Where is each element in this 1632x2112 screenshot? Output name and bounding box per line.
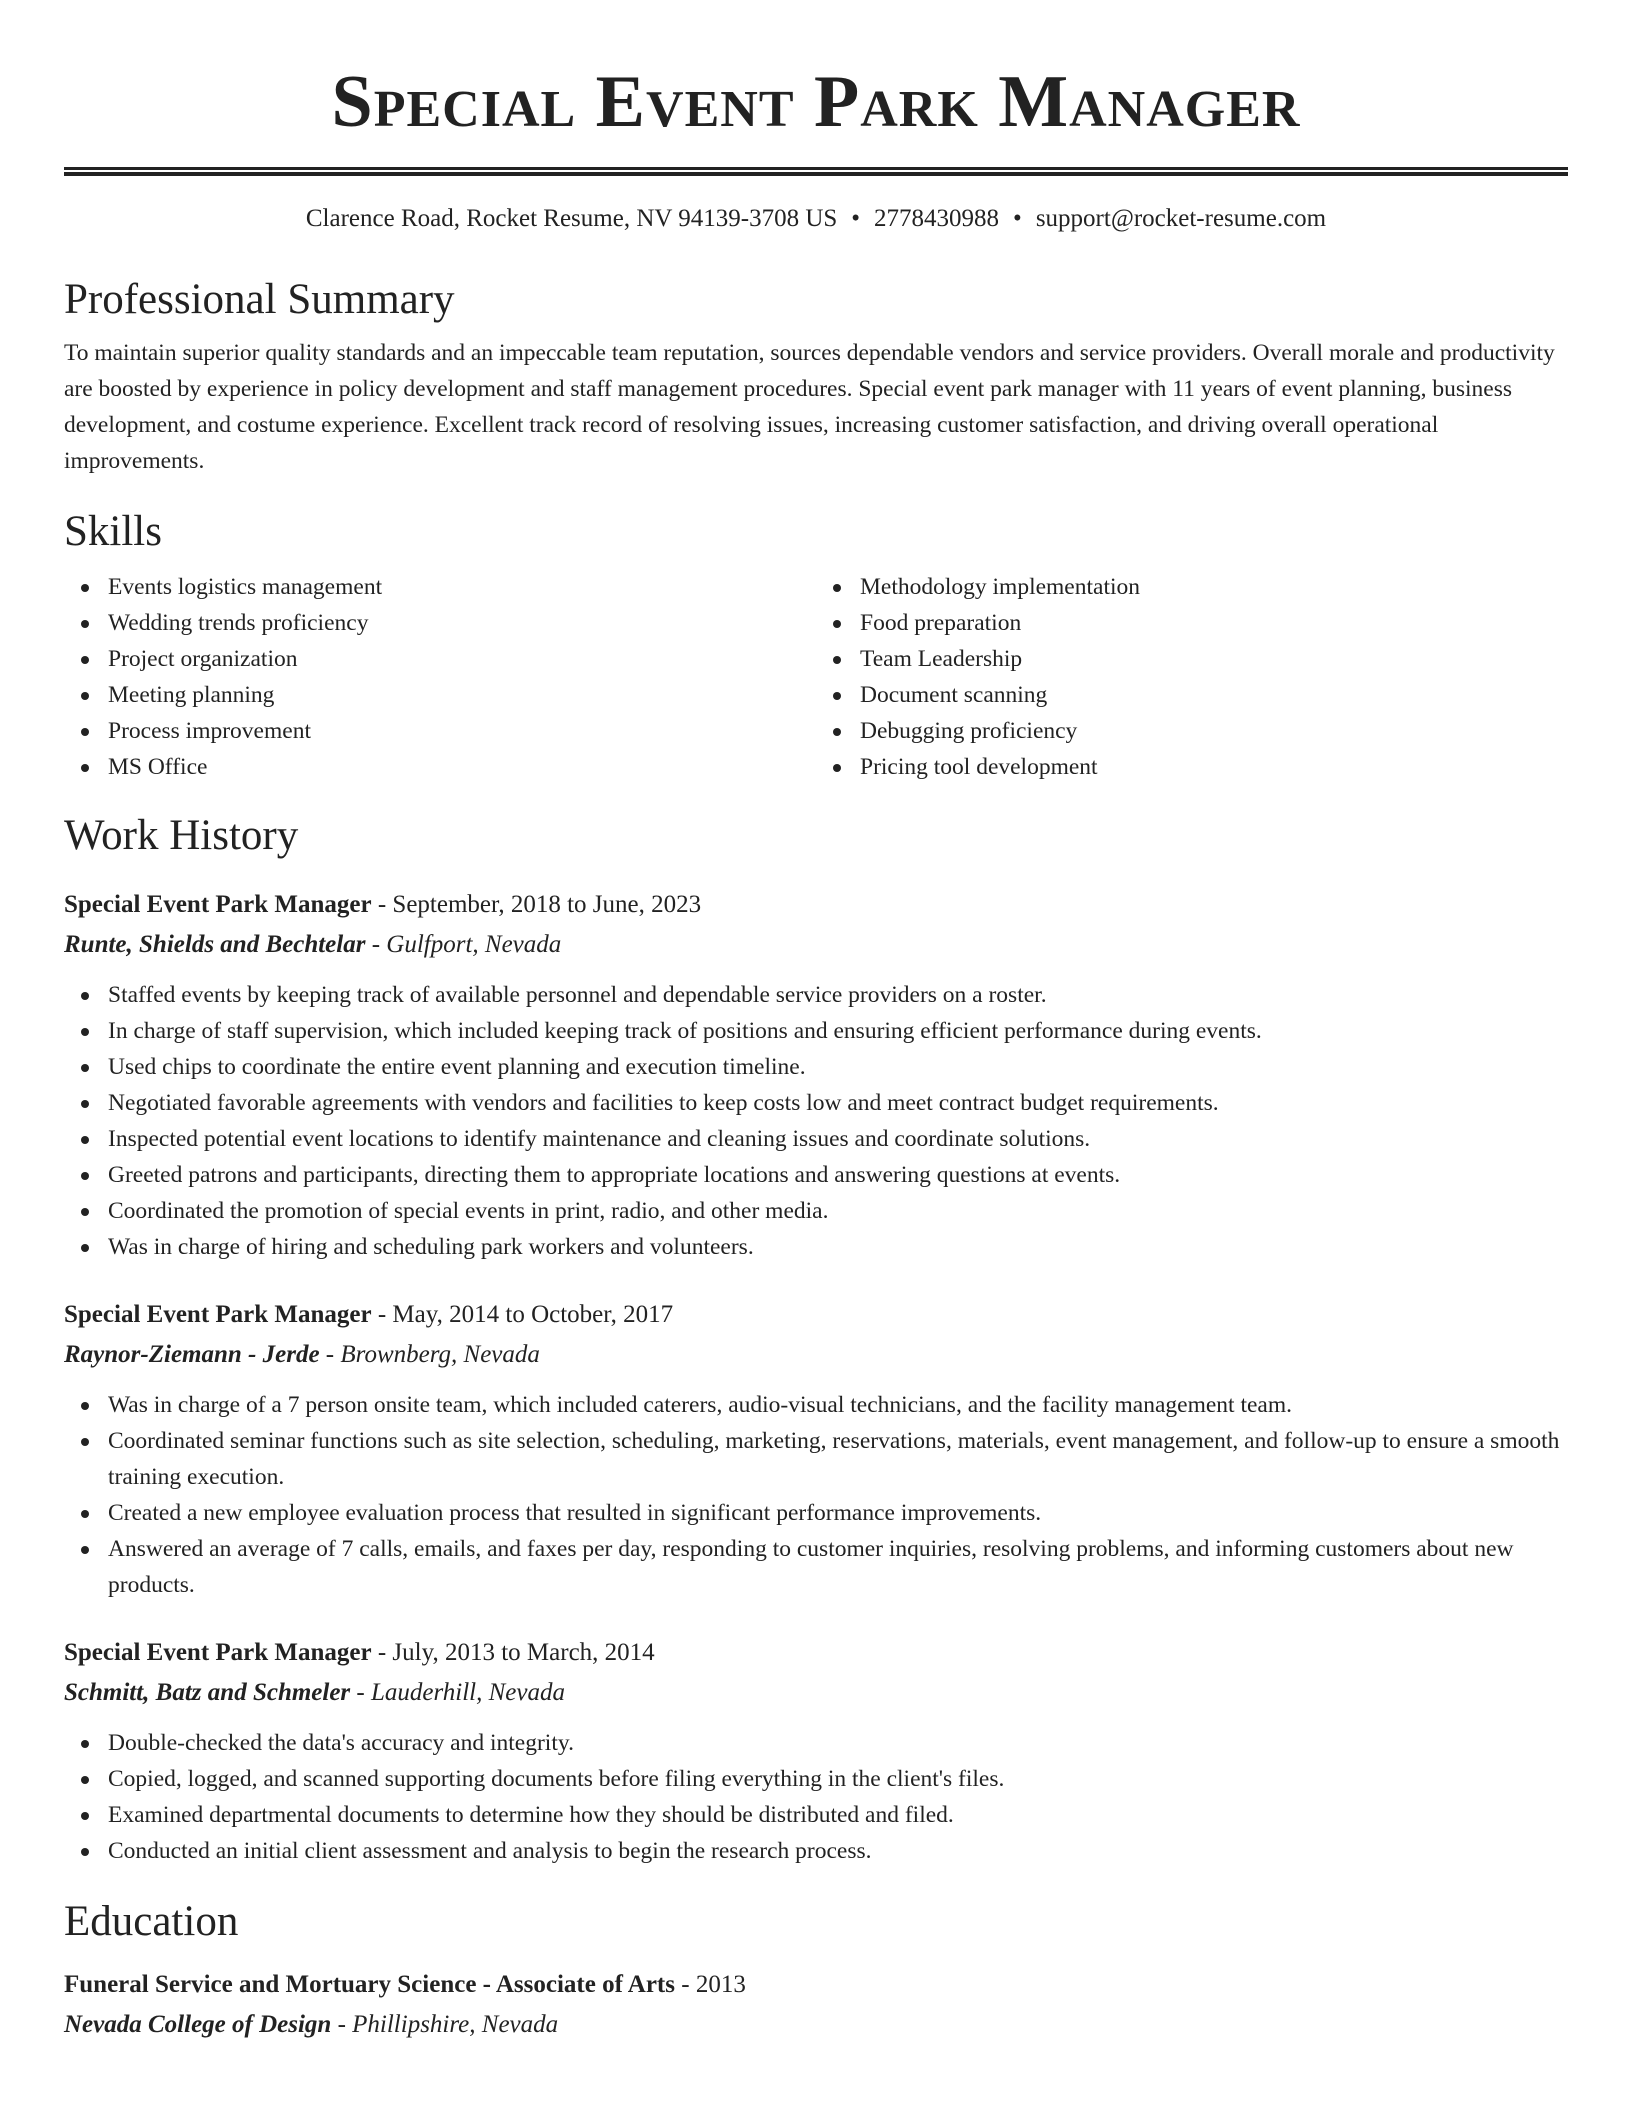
skills-column-left (64, 569, 816, 785)
job-bullet: Inspected potential event locations to identify maintenance and cleaning issues and coordinate solutions. (64, 1121, 1568, 1157)
job-title: Special Event Park Manager (64, 891, 372, 918)
job-company: Raynor-Ziemann - Jerde (64, 1341, 320, 1368)
job-bullet: Copied, logged, and scanned supporting documents before filing everything in the client's files. (64, 1761, 1568, 1797)
job-bullet: Coordinated seminar functions such as site selection, scheduling, marketing, reservations, materials, event management, and follow-up to ensure a smooth training execution. (64, 1423, 1568, 1495)
education-degree-line (64, 1965, 1568, 2005)
job-dates: - July, 2013 to March, 2014 (377, 1639, 655, 1666)
job-bullets (64, 1387, 1568, 1603)
job-bullet: Was in charge of hiring and scheduling park workers and volunteers. (64, 1229, 1568, 1265)
job-dates: - May, 2014 to October, 2017 (377, 1301, 674, 1328)
job-company-line (64, 1673, 1568, 1713)
skill-item: Project organization (64, 641, 816, 677)
job-title-line (64, 885, 1568, 925)
job-title: Special Event Park Manager (64, 1639, 372, 1666)
education-entry (64, 1965, 1568, 2045)
education-year: - 2013 (681, 1971, 746, 1998)
job-bullet: Double-checked the data's accuracy and integrity. (64, 1725, 1568, 1761)
job-bullets (64, 977, 1568, 1265)
header-divider (64, 167, 1568, 176)
summary-text: To maintain superior quality standards and an impeccable team reputation, sources dependable vendors and service providers. Overall morale and productivity are boosted by experience in policy development and staff management procedures. Special event park manager with 11 years of event planning, business development, and costume experience. Excellent track record of resolving issues, increasing customer satisfaction, and driving overall operational improvements. (64, 340, 1555, 474)
job-bullets (64, 1725, 1568, 1869)
contact-email: support@rocket-resume.com (1035, 205, 1327, 232)
skills-list (64, 569, 1568, 785)
job-bullet: Examined departmental documents to determine how they should be distributed and filed. (64, 1797, 1568, 1833)
skill-item: Pricing tool development (816, 749, 1568, 785)
contact-separator: • (851, 205, 861, 232)
job-title-line (64, 1295, 1568, 1335)
job-entry (64, 885, 1568, 1265)
contact-phone: 2778430988 (874, 205, 1000, 232)
job-bullet: Answered an average of 7 calls, emails, and faxes per day, responding to customer inquiries, resolving problems, and informing customers about new products. (64, 1531, 1568, 1603)
job-location: - Lauderhill, Nevada (356, 1679, 565, 1706)
skills-column-right (816, 569, 1568, 785)
contact-address: Clarence Road, Rocket Resume, NV 94139-3708 US (305, 205, 838, 232)
job-title-line (64, 1633, 1568, 1673)
job-bullet: Used chips to coordinate the entire event planning and execution timeline. (64, 1049, 1568, 1085)
skill-item: Document scanning (816, 677, 1568, 713)
education-school-line (64, 2005, 1568, 2045)
job-company-line (64, 1335, 1568, 1375)
job-location: - Brownberg, Nevada (325, 1341, 540, 1368)
skill-item: Methodology implementation (816, 569, 1568, 605)
skill-item: Debugging proficiency (816, 713, 1568, 749)
job-company-line (64, 925, 1568, 965)
skill-item: MS Office (64, 749, 816, 785)
skill-item: Team Leadership (816, 641, 1568, 677)
job-title: Special Event Park Manager (64, 1301, 372, 1328)
job-dates: - September, 2018 to June, 2023 (377, 891, 702, 918)
work-history-heading: Work History (64, 812, 299, 859)
skill-item: Wedding trends proficiency (64, 605, 816, 641)
job-entry (64, 1295, 1568, 1603)
job-bullet: Conducted an initial client assessment and analysis to begin the research process. (64, 1833, 1568, 1869)
skills-heading: Skills (64, 508, 162, 555)
job-bullet: In charge of staff supervision, which included keeping track of positions and ensuring efficient performance during events. (64, 1013, 1568, 1049)
skill-item: Food preparation (816, 605, 1568, 641)
job-bullet: Greeted patrons and participants, directing them to appropriate locations and answering questions at events. (64, 1157, 1568, 1193)
summary-heading: Professional Summary (64, 276, 455, 323)
job-bullet: Was in charge of a 7 person onsite team, which included caterers, audio-visual technicians, and the facility management team. (64, 1387, 1568, 1423)
job-entry (64, 1633, 1568, 1869)
job-bullet: Coordinated the promotion of special events in print, radio, and other media. (64, 1193, 1568, 1229)
education-location: - Phillipshire, Nevada (337, 2011, 559, 2038)
education-heading: Education (64, 1898, 239, 1945)
job-bullet: Negotiated favorable agreements with vendors and facilities to keep costs low and meet contract budget requirements. (64, 1085, 1568, 1121)
resume-name: Special Event Park Manager (331, 61, 1301, 143)
skill-item: Process improvement (64, 713, 816, 749)
contact-separator: • (1013, 205, 1022, 232)
job-company: Runte, Shields and Bechtelar (64, 931, 366, 958)
education-school: Nevada College of Design (64, 2011, 332, 2038)
skill-item: Events logistics management (64, 569, 816, 605)
contact-line (64, 203, 1568, 235)
job-company: Schmitt, Batz and Schmeler (64, 1679, 351, 1706)
job-location: - Gulfport, Nevada (371, 931, 562, 958)
job-bullet: Created a new employee evaluation process that resulted in significant performance improvements. (64, 1495, 1568, 1531)
skill-item: Meeting planning (64, 677, 816, 713)
education-degree: Funeral Service and Mortuary Science - Associate of Arts (64, 1971, 675, 1998)
job-bullet: Staffed events by keeping track of available personnel and dependable service providers on a roster. (64, 977, 1568, 1013)
